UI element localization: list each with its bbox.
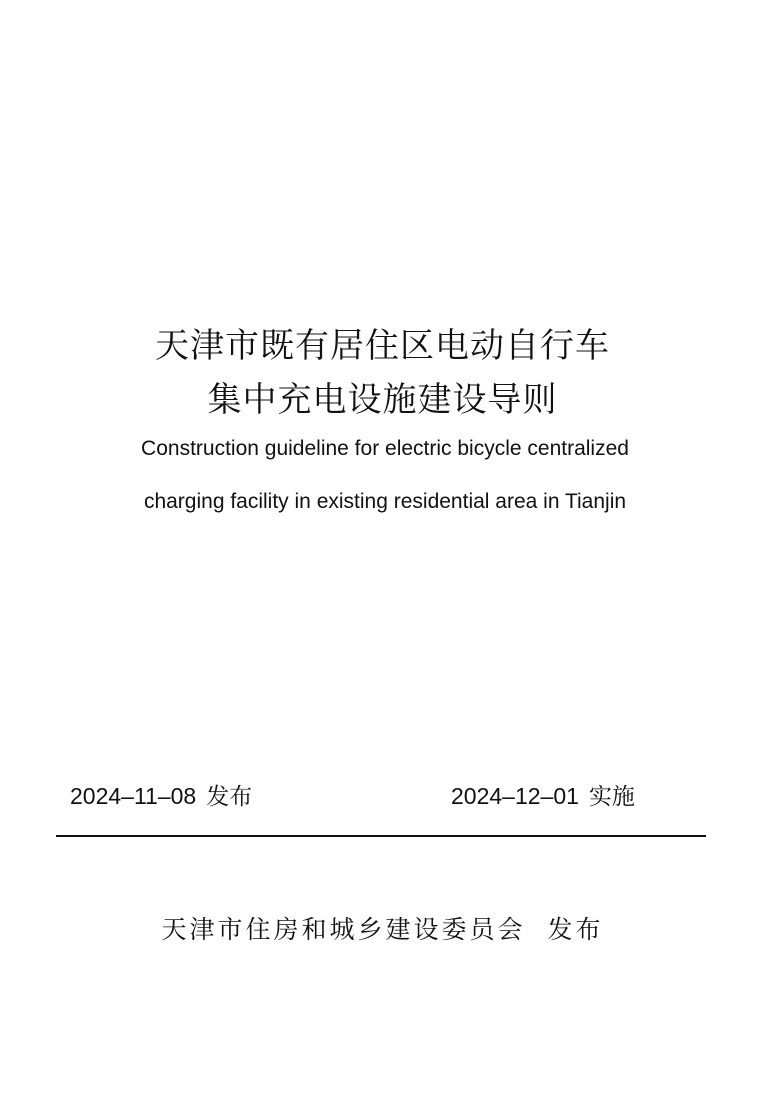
publisher-name: 天津市住房和城乡建设委员会 [161, 915, 526, 944]
title-en-line-1: Construction guideline for electric bicycle centralized [141, 437, 629, 460]
implementation-date [451, 778, 635, 811]
issue-date-label: 发布 [206, 784, 253, 810]
implementation-date-value: 2024–12–01 [451, 783, 579, 809]
title-en-line-2: charging facility in existing residential area in Tianjin [143, 490, 627, 513]
implementation-date-label: 实施 [588, 784, 635, 810]
title-zh-line-1: 天津市既有居住区电动自行车 [155, 326, 610, 366]
issue-date-value: 2024–11–08 [70, 783, 197, 809]
title-zh-line-2: 集中充电设施建设导则 [207, 380, 558, 420]
issue-date [70, 778, 252, 811]
horizontal-rule [56, 835, 706, 837]
publisher [0, 910, 765, 946]
publisher-action: 发布 [547, 915, 604, 944]
